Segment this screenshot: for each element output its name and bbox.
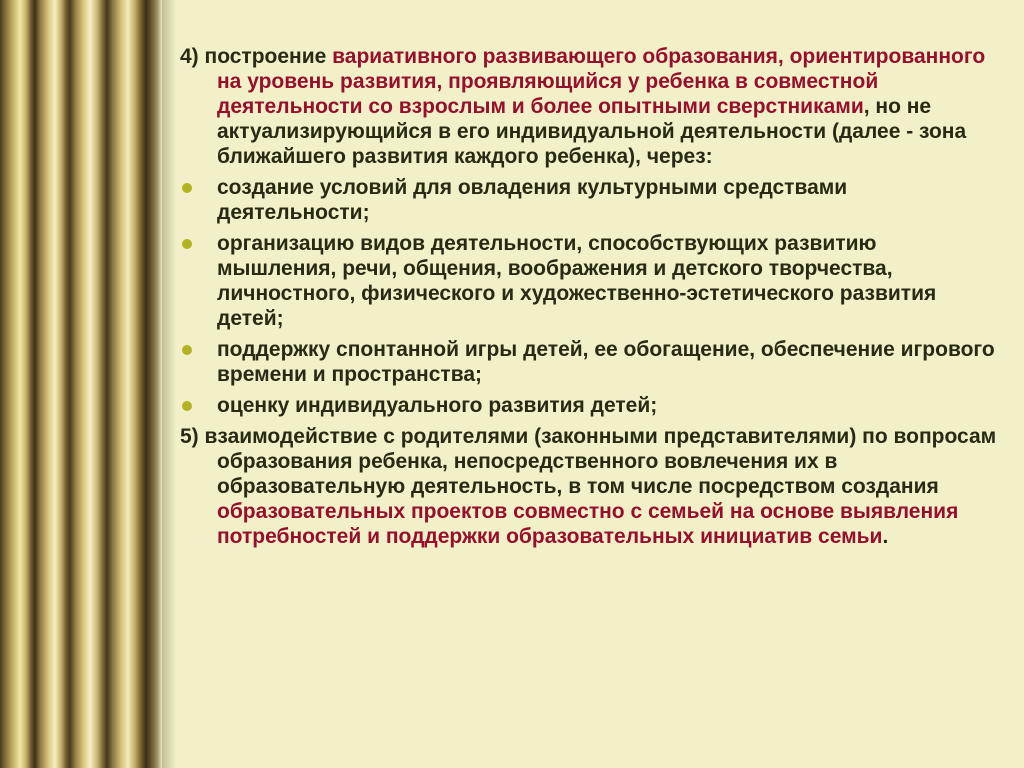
- bullet-item: [180, 393, 1000, 418]
- bullet-dot-icon: [182, 345, 192, 355]
- bullet-list: [180, 175, 1000, 418]
- bullet-text: организацию видов деятельности, способствующих развитию мышления, речи, общения, воображения и детского творчества, личностного, физического и художественно-эстетического развития детей;: [217, 232, 937, 330]
- bullet-item: [180, 337, 1000, 387]
- bullet-text: поддержку спонтанной игры детей, ее обогащение, обеспечение игрового времени и пространства;: [217, 338, 995, 386]
- bullet-item: [180, 175, 1000, 225]
- item-5-text: 5) взаимодействие с родителями (законными представителями) по вопросам образования ребенка, непосредственного вовлечения их в образовательную деятельность, в том числе посредством создания: [180, 425, 997, 498]
- bullet-item: [180, 231, 1000, 331]
- item-4-paragraph: [180, 44, 1000, 169]
- item-5-highlight: образовательных проектов совместно с семьей на основе выявления потребностей и поддержки образовательных инициатив семьи: [217, 500, 959, 548]
- item-4-lead: 4) построение: [180, 45, 333, 68]
- bullet-dot-icon: [182, 239, 192, 249]
- bullet-text: создание условий для овладения культурными средствами деятельности;: [217, 176, 848, 224]
- bullet-dot-icon: [182, 183, 192, 193]
- bullet-text: оценку индивидуального развития детей;: [217, 394, 658, 417]
- decorative-gold-columns: [0, 0, 162, 768]
- slide-content: [180, 44, 1000, 555]
- item-5-paragraph: [180, 424, 1000, 549]
- item-5-end: .: [882, 525, 889, 548]
- item-4-tail: , но не актуализирующийся в его индивидуальной деятельности (далее - зона ближайшего развития каждого ребенка), через:: [217, 95, 967, 168]
- bullet-dot-icon: [182, 401, 192, 411]
- item-4-highlight: вариативного развивающего образования, ориентированного на уровень развития, проявляющийся у ребенка в совместной деятельности со взрослым и более опытными сверстниками: [217, 45, 986, 118]
